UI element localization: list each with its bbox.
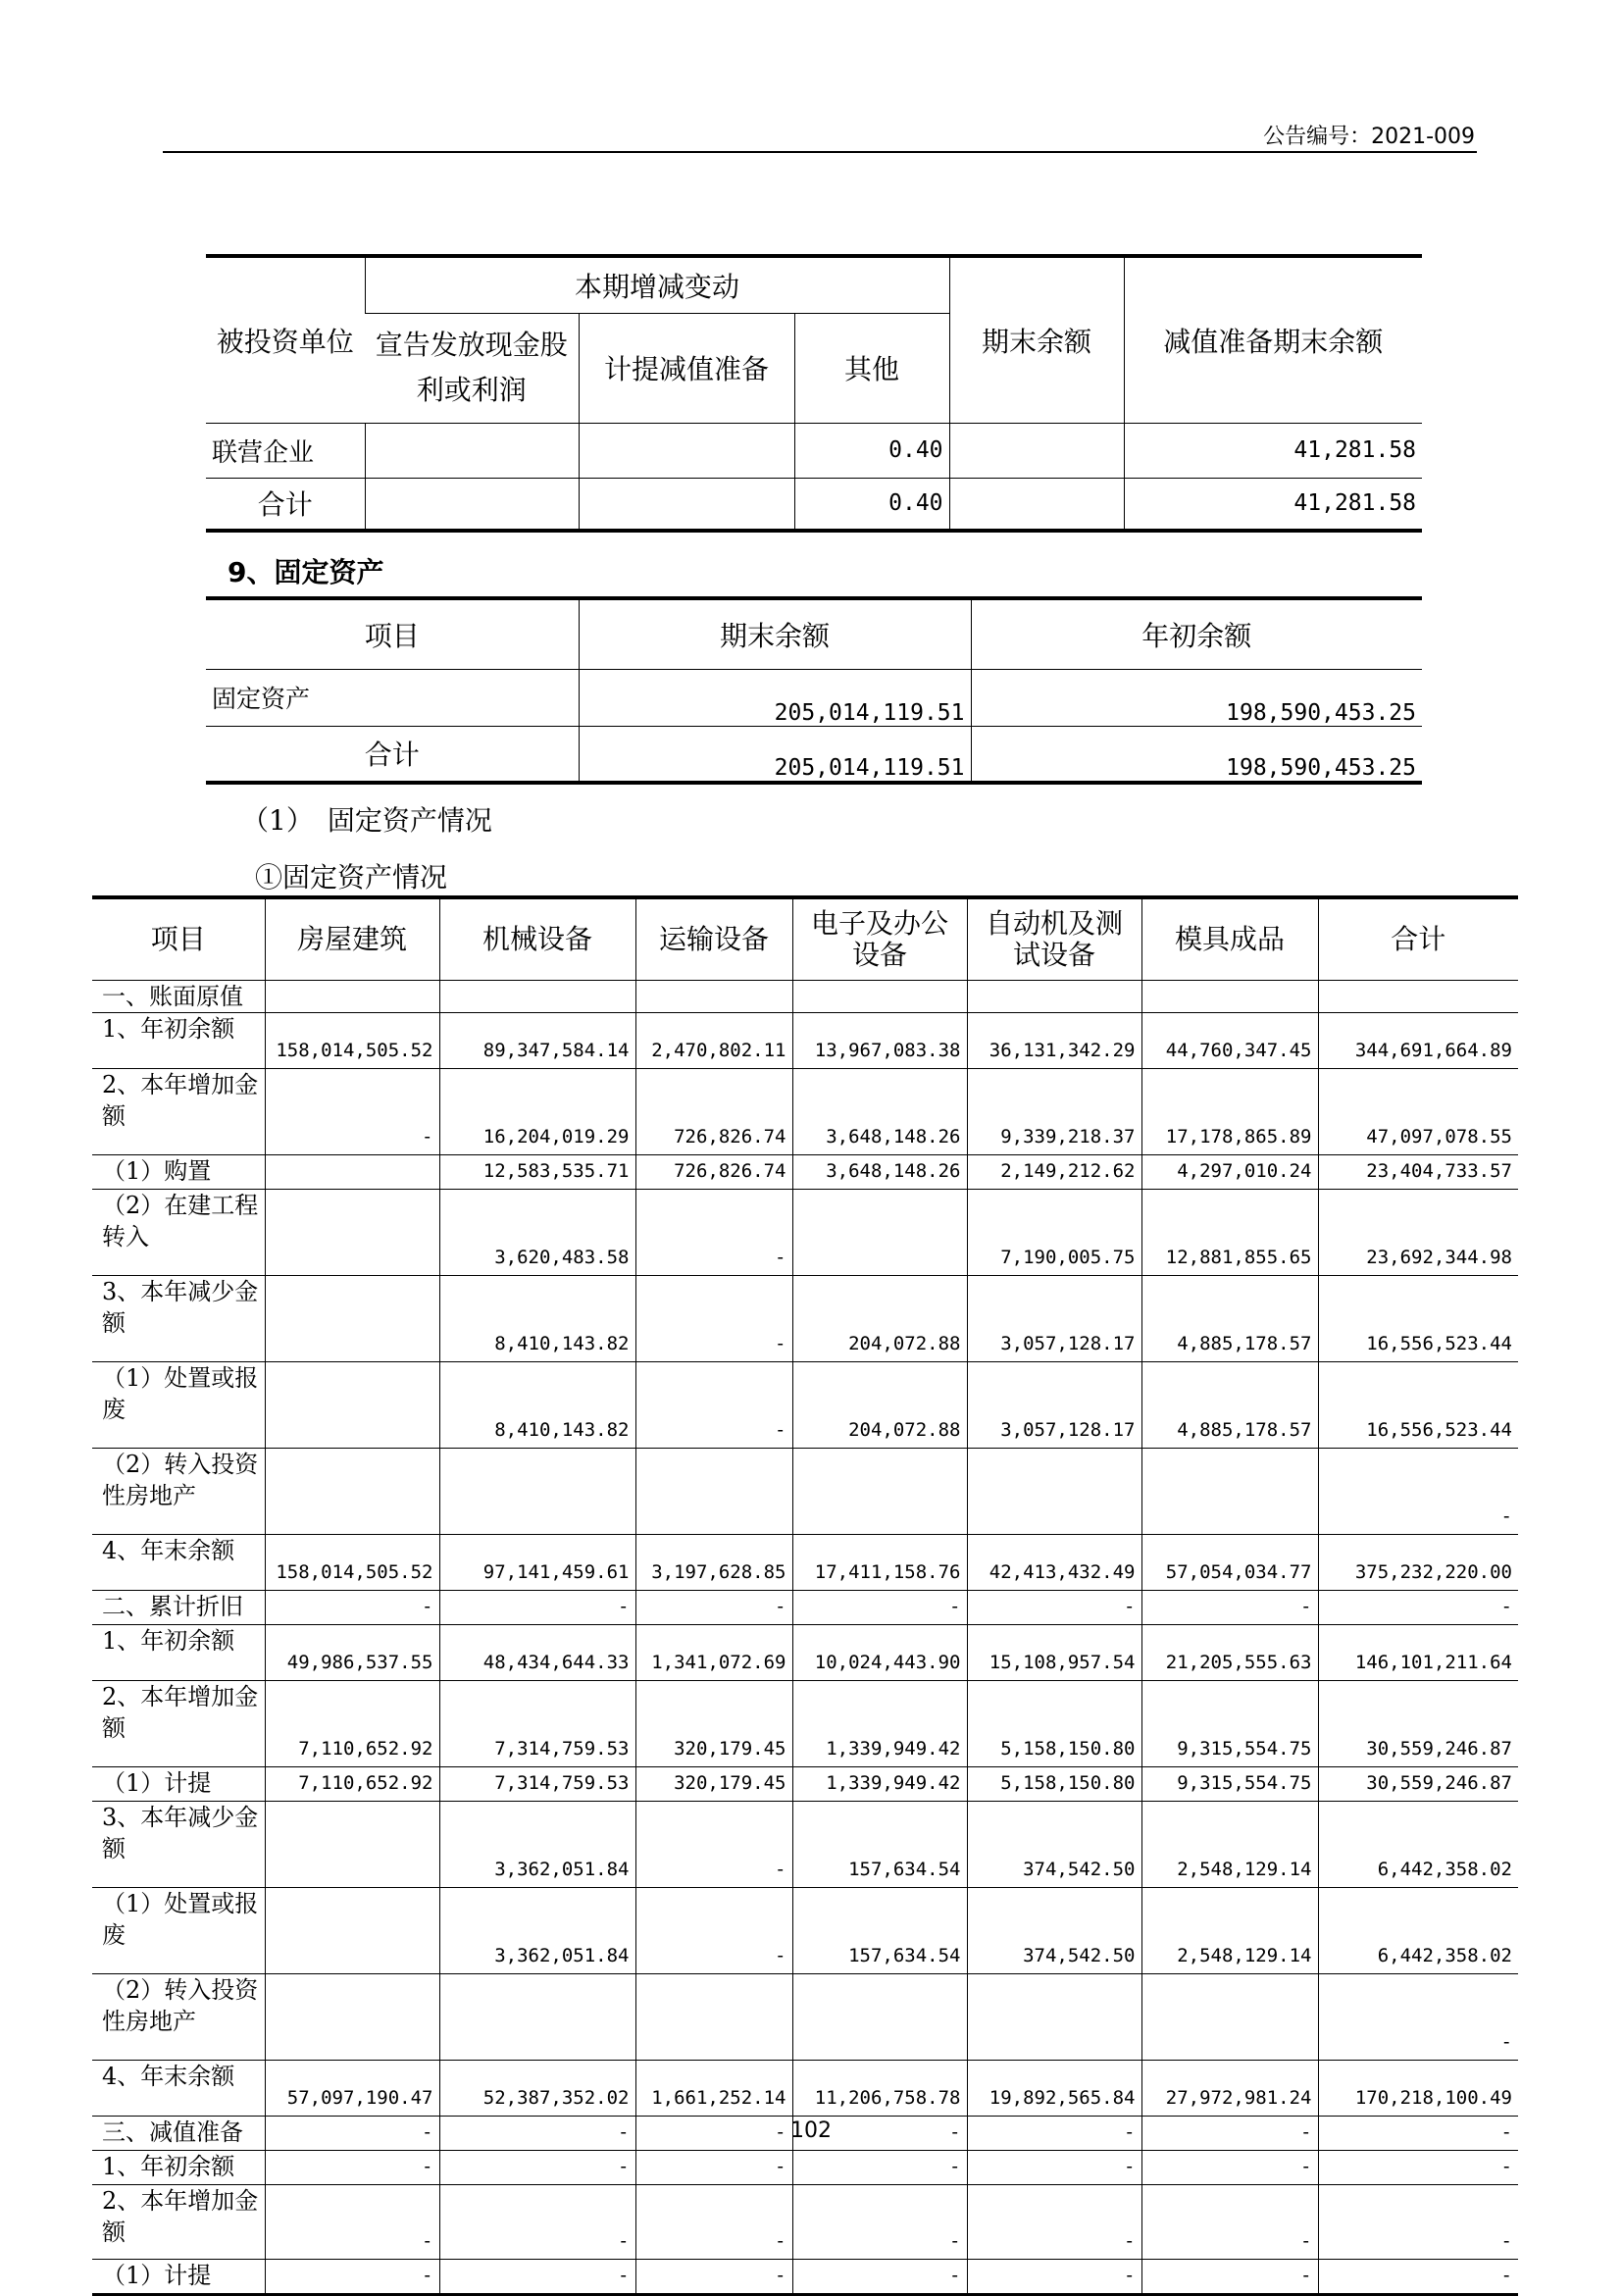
row-label: 一、账面原值 bbox=[92, 981, 265, 1013]
row-label: 4、年末余额 bbox=[92, 1535, 265, 1591]
header-automation-test: 自动机及测试设备 bbox=[967, 897, 1141, 981]
header-end-balance: 期末余额 bbox=[579, 598, 971, 669]
value-cell: 374,542.50 bbox=[967, 1802, 1141, 1888]
table-row bbox=[92, 1535, 1518, 1591]
value-cell: 320,179.45 bbox=[635, 1681, 792, 1767]
value-cell: - bbox=[1141, 2260, 1318, 2295]
value-cell: 1,661,252.14 bbox=[635, 2061, 792, 2117]
value-cell: 3,197,628.85 bbox=[635, 1535, 792, 1591]
value-cell bbox=[967, 1974, 1141, 2061]
value-cell: - bbox=[635, 2260, 792, 2295]
value-cell: 4,297,010.24 bbox=[1141, 1155, 1318, 1190]
table-row bbox=[92, 1591, 1518, 1625]
header-buildings: 房屋建筑 bbox=[265, 897, 439, 981]
value-cell: 157,634.54 bbox=[792, 1802, 967, 1888]
value-cell bbox=[439, 1449, 635, 1535]
value-cell bbox=[265, 1449, 439, 1535]
value-cell: - bbox=[1141, 2185, 1318, 2260]
value-cell bbox=[1141, 1974, 1318, 2061]
value-cell: 2,149,212.62 bbox=[967, 1155, 1141, 1190]
value-cell: - bbox=[967, 2151, 1141, 2185]
value-cell: 23,692,344.98 bbox=[1318, 1190, 1518, 1276]
value-cell: - bbox=[635, 1276, 792, 1362]
end-balance-cell: 205,014,119.51 bbox=[579, 669, 971, 726]
value-cell bbox=[1141, 1449, 1318, 1535]
table-row bbox=[92, 1190, 1518, 1276]
value-cell: - bbox=[439, 2185, 635, 2260]
value-cell: 3,620,483.58 bbox=[439, 1190, 635, 1276]
header-impairment-end: 减值准备期末余额 bbox=[1124, 256, 1422, 423]
header-total: 合计 bbox=[1318, 897, 1518, 981]
value-cell: 204,072.88 bbox=[792, 1276, 967, 1362]
table-row bbox=[92, 2185, 1518, 2260]
header-molds: 模具成品 bbox=[1141, 897, 1318, 981]
value-cell: - bbox=[439, 2117, 635, 2151]
value-cell: 7,314,759.53 bbox=[439, 1681, 635, 1767]
header-end-balance: 期末余额 bbox=[949, 256, 1124, 423]
row-label: （2）转入投资性房地产 bbox=[92, 1449, 265, 1535]
value-cell: - bbox=[635, 1591, 792, 1625]
value-cell: 3,648,148.26 bbox=[792, 1069, 967, 1155]
value-cell: 30,559,246.87 bbox=[1318, 1767, 1518, 1802]
value-cell bbox=[265, 1155, 439, 1190]
value-cell: 8,410,143.82 bbox=[439, 1362, 635, 1449]
value-cell bbox=[265, 981, 439, 1013]
value-cell: - bbox=[635, 1888, 792, 1974]
header-other: 其他 bbox=[794, 313, 949, 423]
value-cell bbox=[265, 1888, 439, 1974]
value-cell: - bbox=[1318, 2260, 1518, 2295]
value-cell: 16,556,523.44 bbox=[1318, 1362, 1518, 1449]
row-label: （2）在建工程转入 bbox=[92, 1190, 265, 1276]
value-cell: - bbox=[635, 1190, 792, 1276]
value-cell: 49,986,537.55 bbox=[265, 1625, 439, 1681]
row-label: 1、年初余额 bbox=[92, 1013, 265, 1069]
table-row bbox=[92, 1013, 1518, 1069]
impairment-end-cell: 41,281.58 bbox=[1124, 423, 1422, 478]
value-cell: - bbox=[635, 2151, 792, 2185]
header-investee: 被投资单位 bbox=[206, 256, 365, 423]
value-cell: 16,204,019.29 bbox=[439, 1069, 635, 1155]
value-cell: 2,548,129.14 bbox=[1141, 1802, 1318, 1888]
value-cell bbox=[265, 1276, 439, 1362]
impairment-cell bbox=[579, 478, 794, 531]
header-impairment: 计提减值准备 bbox=[579, 313, 794, 423]
value-cell: - bbox=[1318, 2117, 1518, 2151]
value-cell: - bbox=[1318, 1974, 1518, 2061]
table-row bbox=[206, 478, 1422, 531]
value-cell: - bbox=[1318, 2185, 1518, 2260]
value-cell: - bbox=[792, 2151, 967, 2185]
value-cell: 1,339,949.42 bbox=[792, 1681, 967, 1767]
value-cell: - bbox=[967, 2260, 1141, 2295]
value-cell: 374,542.50 bbox=[967, 1888, 1141, 1974]
value-cell bbox=[265, 1190, 439, 1276]
value-cell: 10,024,443.90 bbox=[792, 1625, 967, 1681]
value-cell: - bbox=[265, 2117, 439, 2151]
row-label: 3、本年减少金额 bbox=[92, 1802, 265, 1888]
table-row bbox=[92, 1625, 1518, 1681]
value-cell: 3,362,051.84 bbox=[439, 1888, 635, 1974]
value-cell: 2,470,802.11 bbox=[635, 1013, 792, 1069]
value-cell: 158,014,505.52 bbox=[265, 1535, 439, 1591]
value-cell: 6,442,358.02 bbox=[1318, 1802, 1518, 1888]
value-cell: - bbox=[1318, 2151, 1518, 2185]
investee-name: 联营企业 bbox=[206, 423, 365, 478]
value-cell: - bbox=[1318, 1449, 1518, 1535]
value-cell: 3,057,128.17 bbox=[967, 1362, 1141, 1449]
value-cell: 146,101,211.64 bbox=[1318, 1625, 1518, 1681]
subsection-subtitle: ①固定资产情况 bbox=[255, 861, 448, 893]
table-row bbox=[92, 1155, 1518, 1190]
value-cell: - bbox=[1318, 1591, 1518, 1625]
value-cell: - bbox=[1141, 2117, 1318, 2151]
value-cell: 3,362,051.84 bbox=[439, 1802, 635, 1888]
row-label: 固定资产 bbox=[206, 669, 579, 726]
header-cash-dividend: 宣告发放现金股利或利润 bbox=[365, 313, 579, 423]
value-cell: 44,760,347.45 bbox=[1141, 1013, 1318, 1069]
begin-balance-cell: 198,590,453.25 bbox=[971, 669, 1422, 726]
begin-balance-cell: 198,590,453.25 bbox=[971, 726, 1422, 783]
total-label: 合计 bbox=[364, 739, 420, 772]
value-cell: - bbox=[792, 1591, 967, 1625]
value-cell: 1,339,949.42 bbox=[792, 1767, 967, 1802]
value-cell: 4,885,178.57 bbox=[1141, 1276, 1318, 1362]
other-cell: 0.40 bbox=[794, 478, 949, 531]
value-cell: 5,158,150.80 bbox=[967, 1767, 1141, 1802]
value-cell bbox=[792, 1974, 967, 2061]
impairment-end-cell: 41,281.58 bbox=[1124, 478, 1422, 531]
header-item: 项目 bbox=[206, 598, 579, 669]
value-cell: 19,892,565.84 bbox=[967, 2061, 1141, 2117]
value-cell: - bbox=[439, 2151, 635, 2185]
end-balance-cell bbox=[949, 423, 1124, 478]
table-row bbox=[92, 1362, 1518, 1449]
table-row bbox=[92, 2260, 1518, 2295]
table-row bbox=[92, 1767, 1518, 1802]
value-cell: - bbox=[1141, 2151, 1318, 2185]
value-cell: - bbox=[439, 2260, 635, 2295]
value-cell: 3,648,148.26 bbox=[792, 1155, 967, 1190]
cash-dividend-cell bbox=[365, 478, 579, 531]
value-cell: 15,108,957.54 bbox=[967, 1625, 1141, 1681]
value-cell: - bbox=[265, 1069, 439, 1155]
table-row bbox=[92, 1802, 1518, 1888]
value-cell bbox=[265, 1802, 439, 1888]
value-cell: 158,014,505.52 bbox=[265, 1013, 439, 1069]
subsection-title: （1） 固定资产情况 bbox=[241, 804, 492, 837]
row-label: 4、年末余额 bbox=[92, 2061, 265, 2117]
value-cell: - bbox=[792, 2117, 967, 2151]
value-cell: 36,131,342.29 bbox=[967, 1013, 1141, 1069]
value-cell: 726,826.74 bbox=[635, 1069, 792, 1155]
value-cell bbox=[265, 1362, 439, 1449]
value-cell: 3,057,128.17 bbox=[967, 1276, 1141, 1362]
table-row bbox=[92, 981, 1518, 1013]
value-cell: 375,232,220.00 bbox=[1318, 1535, 1518, 1591]
end-balance-cell bbox=[949, 478, 1124, 531]
row-label: （1）计提 bbox=[102, 2262, 212, 2289]
section-title: 9、固定资产 bbox=[228, 556, 384, 588]
value-cell: 7,190,005.75 bbox=[967, 1190, 1141, 1276]
value-cell: 12,881,855.65 bbox=[1141, 1190, 1318, 1276]
investment-impairment-table bbox=[206, 254, 1422, 533]
value-cell: - bbox=[635, 2185, 792, 2260]
value-cell: 9,315,554.75 bbox=[1141, 1681, 1318, 1767]
notice-number: 公告编号：2021-009 bbox=[1263, 125, 1475, 149]
row-label: 三、减值准备 bbox=[92, 2117, 265, 2151]
row-label: 2、本年增加金额 bbox=[92, 2185, 265, 2260]
value-cell: - bbox=[635, 2117, 792, 2151]
table-row bbox=[206, 423, 1422, 478]
value-cell: 17,178,865.89 bbox=[1141, 1069, 1318, 1155]
value-cell: - bbox=[265, 2151, 439, 2185]
fixed-assets-detail-table bbox=[92, 895, 1518, 2296]
value-cell bbox=[792, 1449, 967, 1535]
value-cell bbox=[792, 1190, 967, 1276]
header-period-change: 本期增减变动 bbox=[365, 256, 949, 313]
value-cell bbox=[635, 981, 792, 1013]
impairment-cell bbox=[579, 423, 794, 478]
total-label: 合计 bbox=[257, 488, 313, 522]
value-cell: 11,206,758.78 bbox=[792, 2061, 967, 2117]
value-cell: 16,556,523.44 bbox=[1318, 1276, 1518, 1362]
value-cell: - bbox=[792, 2260, 967, 2295]
value-cell: 57,054,034.77 bbox=[1141, 1535, 1318, 1591]
header-machinery: 机械设备 bbox=[439, 897, 635, 981]
value-cell: 6,442,358.02 bbox=[1318, 1888, 1518, 1974]
value-cell: 21,205,555.63 bbox=[1141, 1625, 1318, 1681]
table-row bbox=[92, 2151, 1518, 2185]
value-cell: 13,967,083.38 bbox=[792, 1013, 967, 1069]
value-cell: 1,341,072.69 bbox=[635, 1625, 792, 1681]
header-item: 项目 bbox=[92, 897, 265, 981]
value-cell bbox=[792, 981, 967, 1013]
value-cell: - bbox=[265, 2260, 439, 2295]
value-cell bbox=[265, 1974, 439, 2061]
value-cell: - bbox=[967, 1591, 1141, 1625]
end-balance-cell: 205,014,119.51 bbox=[579, 726, 971, 783]
row-label: （1）处置或报废 bbox=[92, 1362, 265, 1449]
header-electronics-office: 电子及办公设备 bbox=[792, 897, 967, 981]
value-cell: - bbox=[967, 2117, 1141, 2151]
value-cell: - bbox=[635, 1362, 792, 1449]
value-cell bbox=[635, 1974, 792, 2061]
table-row bbox=[92, 2061, 1518, 2117]
row-label: 1、年初余额 bbox=[92, 1625, 265, 1681]
value-cell: 17,411,158.76 bbox=[792, 1535, 967, 1591]
value-cell: 7,110,652.92 bbox=[265, 1767, 439, 1802]
row-label: 1、年初余额 bbox=[92, 2151, 265, 2185]
row-label: 3、本年减少金额 bbox=[92, 1276, 265, 1362]
value-cell: 157,634.54 bbox=[792, 1888, 967, 1974]
value-cell: 4,885,178.57 bbox=[1141, 1362, 1318, 1449]
table-row bbox=[206, 669, 1422, 726]
table-row bbox=[92, 1974, 1518, 2061]
row-label: （2）转入投资性房地产 bbox=[92, 1974, 265, 2061]
value-cell bbox=[1141, 981, 1318, 1013]
value-cell bbox=[967, 981, 1141, 1013]
value-cell: 89,347,584.14 bbox=[439, 1013, 635, 1069]
value-cell: - bbox=[1141, 1591, 1318, 1625]
value-cell: - bbox=[265, 2185, 439, 2260]
table-row bbox=[92, 1276, 1518, 1362]
value-cell: 47,097,078.55 bbox=[1318, 1069, 1518, 1155]
header-transport: 运输设备 bbox=[635, 897, 792, 981]
value-cell: 7,110,652.92 bbox=[265, 1681, 439, 1767]
value-cell: 7,314,759.53 bbox=[439, 1767, 635, 1802]
value-cell bbox=[967, 1449, 1141, 1535]
value-cell bbox=[1318, 981, 1518, 1013]
table-row bbox=[92, 1681, 1518, 1767]
value-cell bbox=[439, 1974, 635, 2061]
value-cell: - bbox=[439, 1591, 635, 1625]
row-label: 2、本年增加金额 bbox=[92, 1069, 265, 1155]
row-label: 二、累计折旧 bbox=[92, 1591, 265, 1625]
page-number: 102 bbox=[790, 2118, 832, 2143]
other-cell: 0.40 bbox=[794, 423, 949, 478]
value-cell: 5,158,150.80 bbox=[967, 1681, 1141, 1767]
value-cell: 9,315,554.75 bbox=[1141, 1767, 1318, 1802]
value-cell: 42,413,432.49 bbox=[967, 1535, 1141, 1591]
row-label: 2、本年增加金额 bbox=[92, 1681, 265, 1767]
header-rule bbox=[163, 151, 1477, 153]
value-cell: - bbox=[635, 1802, 792, 1888]
row-label: （1）计提 bbox=[92, 1767, 265, 1802]
value-cell: 57,097,190.47 bbox=[265, 2061, 439, 2117]
value-cell: 23,404,733.57 bbox=[1318, 1155, 1518, 1190]
value-cell: 12,583,535.71 bbox=[439, 1155, 635, 1190]
table-row bbox=[206, 726, 1422, 783]
value-cell: 2,548,129.14 bbox=[1141, 1888, 1318, 1974]
row-label: （1）处置或报废 bbox=[92, 1888, 265, 1974]
value-cell: 97,141,459.61 bbox=[439, 1535, 635, 1591]
value-cell: - bbox=[265, 1591, 439, 1625]
value-cell: - bbox=[792, 2185, 967, 2260]
value-cell: 8,410,143.82 bbox=[439, 1276, 635, 1362]
value-cell: 9,339,218.37 bbox=[967, 1069, 1141, 1155]
value-cell bbox=[439, 981, 635, 1013]
value-cell: 726,826.74 bbox=[635, 1155, 792, 1190]
value-cell: 52,387,352.02 bbox=[439, 2061, 635, 2117]
value-cell: 204,072.88 bbox=[792, 1362, 967, 1449]
value-cell: 48,434,644.33 bbox=[439, 1625, 635, 1681]
value-cell: - bbox=[967, 2185, 1141, 2260]
value-cell: 344,691,664.89 bbox=[1318, 1013, 1518, 1069]
table-row bbox=[92, 1888, 1518, 1974]
fixed-assets-summary-table bbox=[206, 596, 1422, 785]
value-cell: 170,218,100.49 bbox=[1318, 2061, 1518, 2117]
header-begin-balance: 年初余额 bbox=[971, 598, 1422, 669]
cash-dividend-cell bbox=[365, 423, 579, 478]
value-cell: 320,179.45 bbox=[635, 1767, 792, 1802]
value-cell: 27,972,981.24 bbox=[1141, 2061, 1318, 2117]
value-cell bbox=[635, 1449, 792, 1535]
table-row bbox=[92, 1069, 1518, 1155]
table-row bbox=[92, 1449, 1518, 1535]
row-label: （1）购置 bbox=[92, 1155, 265, 1190]
value-cell: 30,559,246.87 bbox=[1318, 1681, 1518, 1767]
